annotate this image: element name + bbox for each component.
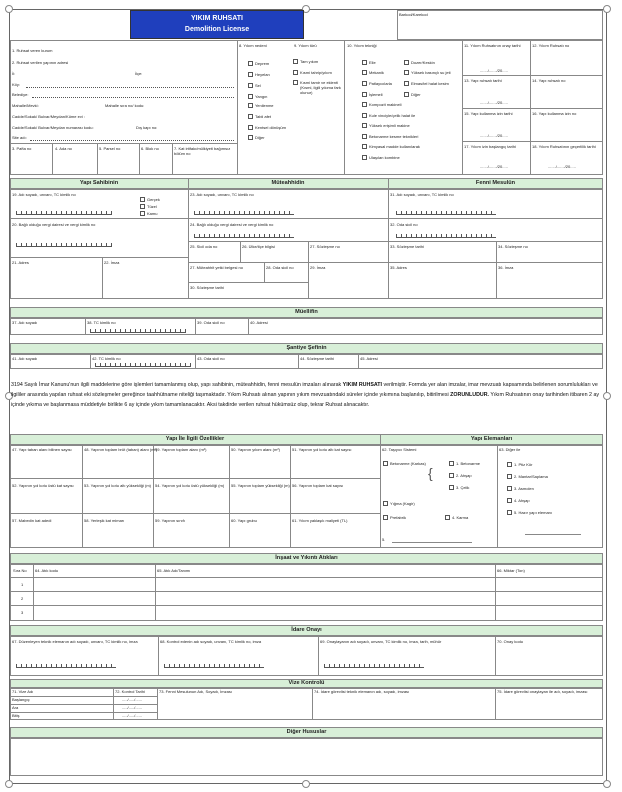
divider: [33, 564, 34, 621]
ozellik-49-label: 49. Yapının toplam alanı (m²): [155, 447, 207, 452]
ozellik-47-label: 47. Yapı taban alanı bilinen sayısı: [12, 447, 72, 452]
idare-duzenleyen-tc[interactable]: [16, 664, 116, 668]
divider: [82, 445, 83, 548]
mt-sicil-label: 25. Sicil oda no: [190, 244, 218, 249]
kullanma-izin-tarihi-label: 15. Yapı kullanma izin tarihi: [464, 111, 513, 116]
checkbox-islemeli[interactable]: [362, 92, 367, 97]
divider: [495, 688, 496, 720]
checkbox-yangin[interactable]: [248, 94, 253, 99]
mt-imza-label: 29. İmza: [310, 265, 326, 270]
belediye-field[interactable]: [32, 97, 234, 98]
ys-tc-field[interactable]: [16, 211, 112, 215]
vize-row-date[interactable]: ...../...../......: [122, 713, 143, 718]
opt-label: 3. Çelik: [456, 485, 470, 490]
checkbox-prefabrik[interactable]: [383, 515, 388, 520]
fm-sozlesme-no-label: 34. Sözleşme no: [498, 244, 528, 249]
checkbox-tabii-afet[interactable]: [248, 114, 253, 119]
opt-label: Betonarme kesme teknikleri: [369, 134, 419, 139]
divider: [10, 478, 380, 479]
other-field-2[interactable]: [525, 534, 581, 535]
mt-ulke-label: 26. Ülke/ilçe bilgisi: [242, 244, 275, 249]
cadde-label: Cadde/Sokak/ Bulvar/Meydan/Küme evi :: [12, 114, 85, 119]
checkbox-sub-betonarme[interactable]: [449, 461, 454, 466]
resize-handle-top-left[interactable]: [5, 5, 13, 13]
yapi-ruhsat-tarihi-field[interactable]: ......./......./20.....: [480, 100, 508, 105]
opt-label: Tam yıkım: [300, 59, 319, 64]
resize-handle-bottom[interactable]: [302, 780, 310, 788]
opt-label: Yüksek erişimli makine: [369, 123, 410, 128]
divider: [290, 445, 291, 548]
opt-label: Gerçek: [147, 197, 160, 202]
divider: [462, 108, 603, 109]
resize-handle-bottom-right[interactable]: [603, 780, 611, 788]
idare-onaylayan-label: 69. Onaylayanın adı soyadı, unvanı, TC kimlik no, imza, tarih, mühür: [320, 639, 442, 644]
divider: [380, 434, 381, 548]
kullanma-izin-tarihi-field[interactable]: ......./......./20.....: [480, 133, 508, 138]
ada-label: 4. Ada no: [55, 146, 72, 151]
divider: [497, 445, 498, 548]
checkbox-kule-vinci[interactable]: [362, 113, 367, 118]
checkbox-deprem[interactable]: [248, 61, 253, 66]
resize-handle-top-right[interactable]: [603, 5, 611, 13]
opt-label: Kimyasal madde kullanılarak: [369, 144, 420, 149]
vize-fenni-header: 73. Fenni Mesulunun Adı, Soyadı, İmzası: [159, 689, 232, 694]
idare-onay-kodu-label: 70. Onay kodu: [497, 639, 524, 644]
ozellik-heading: Yapı İle İlgili Özellikler: [165, 436, 225, 442]
idare-duzenleyen-label: 67. Düzenleyen teknik elemanın adı soyadı, unvanı, TC kimlik no, imza: [12, 639, 138, 644]
ruhsat-no-label: 12. Yıkım Ruhsatı no: [532, 43, 570, 48]
divider: [155, 564, 156, 621]
muteahhit-heading: Müteahhidin: [271, 180, 305, 186]
checkbox-yuksek-erisim[interactable]: [362, 123, 367, 128]
atik-sira-header: Sıra No: [13, 568, 27, 573]
yikim-nedeni-label: 8. Yıkım nedeni: [239, 43, 267, 48]
koy-field[interactable]: [26, 87, 234, 88]
fm-adres-label: 35. Adres: [390, 265, 407, 270]
checkbox-betonarme-karkas[interactable]: [383, 461, 388, 466]
opt-label: Kule vinciyle/çelik halat ile: [369, 113, 416, 118]
yikim-teknigi-label: 10. Yıkım tekniği: [347, 43, 377, 48]
divider: [318, 636, 319, 676]
opt-label: İşlemeli: [369, 92, 383, 97]
mahalle-label: Mahalle/Mevki:: [12, 103, 39, 108]
checkbox-ahsap-2[interactable]: [507, 498, 512, 503]
divider: [188, 262, 603, 263]
divider: [195, 318, 196, 335]
vize-adi-header: 71. Vize Adı: [12, 689, 34, 694]
mt-vergi-label: 24. Bağlı olduğu vergi dairesi ve vergi kimlik no: [190, 222, 274, 227]
mt-ad-label: 23. Adı soyadı, unvanı, TC kimlik no: [190, 192, 254, 197]
opt-label: 2. Ahşap: [456, 473, 472, 478]
opt-label: Elle: [369, 60, 376, 65]
pafta-label: 3. Pafta no: [12, 146, 32, 151]
onay-tarihi-label: 11. Yıkım Ruhsatının onay tarihi: [464, 43, 521, 48]
legal-statement: 3194 Sayılı İmar Kanunu'nun ilgili maddelerine göre işlemleri tamamlanmış olup, yapı sahibinin, müteahhidin, fenni mesulün imzaları alınarak YIKIM RUHSATI verilmiştir. Formda yer alan imzalar, imar mevzuatı kapsamında belirlenen sorumlulukları ve ilgililer arasında yapılan ruhsat eki sözleşmeler gereğince taahhütname niteliği taşımaktadır. Yıkım Ruhsatı alınan yapının yıkım mevzuatındaki süreler içinde yıkımına başlanılıp, bitirilmesi ZORUNLUDUR. Yıkım Ruhsatının onay tarihinden itibaren 2 ay içinde yıkıma ve başlanmasa müddetiyle birlikte 6 ay içinde yıkım tamamlanacaktır. Aksi takdirde verilen ruhsat hükümsüz olup, tekrar Ruhsat alınacaktır.: [11, 382, 600, 408]
ozellik-57-label: 57. Mabedin kat adedi: [12, 518, 52, 523]
gecerlilik-tarihi-label: 18. Yıkım Ruhsatının geçerlilik tarihi: [532, 144, 596, 149]
checkbox-ptiz[interactable]: [507, 462, 512, 467]
divider: [308, 241, 309, 299]
checkbox-diger-teknik[interactable]: [404, 92, 409, 97]
atik-row-number: 2: [21, 596, 24, 601]
divider: [312, 688, 313, 720]
opt-label: Kısmi tamir ve eklenti (Kısmi, ilgili yıkıma fark olunur): [300, 80, 341, 95]
yapi-ruhsat-no-label: 14. Yapı ruhsatı no: [532, 78, 566, 83]
opt-label: Tüzel: [147, 204, 157, 209]
mt-yetki-label: 27. Müteahhit yetki belgesi no: [190, 265, 243, 270]
ozellik-48-label: 48. Yapının toplam brüt (taban) alanı (m²): [84, 447, 158, 452]
divider: [462, 141, 603, 142]
mt-sozlesme-label: 27. Sözleşme no: [310, 244, 340, 249]
diger-box[interactable]: [10, 738, 603, 776]
ilce-label: İlçe:: [135, 71, 143, 76]
ozellik-53-label: 53. Yapının yol kotu altı yüksekliği (m): [84, 483, 151, 488]
divider: [298, 354, 299, 369]
opt-label: Yüksek basınçlı su jeti: [411, 70, 451, 75]
baslangic-tarihi-field[interactable]: ......./......./20.....: [480, 164, 508, 169]
santiye-tc-label: 42. TC kimlik no: [92, 356, 121, 361]
fm-sozlesme-tarihi-label: 33. Sözleşme tarihi: [390, 244, 425, 249]
resize-handle-bottom-left[interactable]: [5, 780, 13, 788]
ys-vergi-label: 20. Bağlı olduğu vergi dairesi ve vergi kimlik no: [12, 222, 96, 227]
divider: [10, 513, 380, 514]
gecerlilik-tarihi-field[interactable]: ......./......./20.....: [548, 164, 576, 169]
kullanma-izin-no-label: 16. Yapı kullanma izin no: [532, 111, 577, 116]
resize-handle-right[interactable]: [603, 392, 611, 400]
divider: [139, 143, 140, 175]
ozellik-50-label: 50. Yapının yıkım alanı (m²): [231, 447, 280, 452]
opt-label: Ulaşılan kombine: [369, 155, 400, 160]
atik-row-number: 3: [21, 610, 24, 615]
koy-label: Köy:: [12, 82, 21, 87]
fm-ad-label: 31. Adı soyadı, unvanı, TC kimlik no: [390, 192, 454, 197]
divider: [97, 143, 98, 175]
vize-row-label: Başlangıç: [12, 697, 30, 702]
checkbox-kismi[interactable]: [293, 70, 298, 75]
divider: [264, 262, 265, 282]
ys-vergi-field[interactable]: [16, 243, 112, 247]
opt-label: Betonarme (Karkas): [390, 461, 426, 466]
barcode-label: Barkod/Karekod: [399, 12, 428, 17]
checkbox-kismi-tamir[interactable]: [293, 80, 298, 85]
divider: [102, 257, 103, 299]
opt-label: Patlayıcılarla: [369, 81, 392, 86]
checkbox-elmas-tel[interactable]: [404, 81, 409, 86]
divider: [496, 241, 497, 299]
dis-kapi-label: Dış kapı no:: [136, 125, 158, 130]
other-number: 5.: [382, 537, 386, 542]
checkbox-kimyasal[interactable]: [362, 144, 367, 149]
checkbox-elle[interactable]: [362, 60, 367, 65]
atik-ad-header: 65. Atık Adı/Tanımı: [157, 568, 191, 573]
checkbox-sub-celik[interactable]: [449, 485, 454, 490]
diger-heading: Diğer Hususlar: [286, 729, 327, 735]
divider: [240, 241, 241, 262]
ozellik-58-label: 58. Yerleşik kat mimarı: [84, 518, 125, 523]
ozellik-55-label: 55. Yapının toplam yüksekliği (m): [231, 483, 290, 488]
divider: [358, 354, 359, 369]
belediye-label: Belediye:: [12, 92, 29, 97]
santiye-sozlesme-label: 44. Sözleşme tarihi: [300, 356, 335, 361]
divider: [462, 75, 603, 76]
checkbox-yenilenme[interactable]: [248, 103, 253, 108]
checkbox-tuzel[interactable]: [140, 204, 145, 209]
divider: [344, 40, 345, 175]
field-1-label: 1. Ruhsat veren kurum: [12, 48, 53, 53]
field-2-label: 2. Ruhsat verilen yapının adresi: [12, 60, 69, 65]
ozellik-61-label: 61. Yıkım yaklaşık maliyeti (TL): [292, 518, 348, 523]
opt-label: Dozer/Keskin: [411, 60, 435, 65]
divider: [153, 445, 154, 548]
opt-label: Sel: [255, 83, 261, 88]
elemanlar-heading: Yapı Elemanları: [470, 436, 513, 442]
ozellik-51-label: 51. Yapının yol kotu altı kat sayısı: [292, 447, 352, 452]
vize-row-date[interactable]: ...../...../......: [122, 705, 143, 710]
fm-oda-field[interactable]: [396, 234, 496, 238]
mt-tc-field[interactable]: [194, 211, 294, 215]
santiye-sicil-label: 43. Oda sicil no: [197, 356, 225, 361]
idare-kontrol-label: 68. Kontrol edenin adı soyadı, unvanı, TC kimlik no, imza: [160, 639, 262, 644]
opt-label: 2. Mantar/Saplama: [514, 474, 548, 479]
ozellik-52-label: 52. Yapının yol kotu üstü kat sayısı: [12, 483, 74, 488]
divider: [172, 143, 173, 175]
checkbox-hazir[interactable]: [507, 510, 512, 515]
other-field[interactable]: [392, 542, 472, 543]
divider: [195, 354, 196, 369]
diger-label: 63. Diğer ile: [499, 447, 521, 452]
mulellif-tc-label: 38. TC kimlik no: [87, 320, 116, 325]
opt-label: Heyelan: [255, 72, 270, 77]
opt-label: 1. Ptiz Kör: [514, 462, 533, 467]
opt-label: 1. Betonarme: [456, 461, 481, 466]
opt-label: 4. Ahşap: [514, 498, 530, 503]
checkbox-kompozit[interactable]: [362, 102, 367, 107]
mahalle-kodu-label: Mahalle sıra no/ kodu:: [105, 103, 145, 108]
tasiyici-sistem-label: 62. Taşıyıcı Sistemi: [382, 447, 417, 452]
divider: [10, 218, 603, 219]
divider: [157, 688, 158, 720]
mt-vergi-field[interactable]: [194, 234, 294, 238]
divider: [158, 636, 159, 676]
divider: [10, 591, 603, 592]
mulellif-heading: Müellifin: [295, 309, 318, 315]
divider: [237, 40, 238, 175]
vize-row-date[interactable]: ...../...../......: [122, 697, 143, 702]
opt-label: Elmas/tel halat kesim: [411, 81, 449, 86]
checkbox-mekanik[interactable]: [362, 70, 367, 75]
fm-tc-field[interactable]: [396, 211, 496, 215]
divider: [52, 143, 53, 175]
opt-label: Yığma (Kagir): [390, 501, 415, 506]
ozellik-grid: [10, 445, 603, 548]
santiye-ad-label: 41. Adı soyadı: [12, 356, 38, 361]
checkbox-tam-yikim[interactable]: [293, 59, 298, 64]
cadde-kodu-label: Cadde/Sokak/ Bulvar/Meydan numarası kodu:: [12, 125, 94, 130]
opt-label: 3. Asmolen: [514, 486, 534, 491]
divider: [229, 445, 230, 548]
atik-heading: İnşaat ve Yıkıntı Atıkları: [275, 555, 338, 561]
divider: [388, 178, 389, 299]
opt-label: Yangın: [255, 94, 268, 99]
yapi-sahibi-heading: Yapı Sahibinin: [79, 180, 119, 186]
mt-oda-label: 28. Oda sicil no: [266, 265, 294, 270]
checkbox-karma[interactable]: [445, 515, 450, 520]
opt-label: Diğer: [411, 92, 421, 97]
opt-label: Mekanik: [369, 70, 384, 75]
santiye-adres-label: 45. Adresi: [360, 356, 378, 361]
parsel-label: 5. Parsel no: [99, 146, 121, 151]
ozellik-60-label: 60. Yapı grubu: [231, 518, 257, 523]
ys-ad-label: 19. Adı soyadı, unvanı, TC kimlik no: [12, 192, 76, 197]
opt-label: Tabii afet: [255, 114, 272, 119]
checkbox-patlayici[interactable]: [362, 81, 367, 86]
opt-label: Kentsel dönüşüm: [255, 125, 286, 130]
vize-heading: Vize Kontrolü: [288, 680, 325, 686]
opt-label: 4. Karma: [452, 515, 469, 520]
divider: [248, 318, 249, 335]
vize-row-label: Bitiş: [12, 713, 20, 718]
site-adi-field[interactable]: [30, 140, 234, 141]
opt-label: Kamu: [147, 211, 158, 216]
divider: [188, 241, 603, 242]
checkbox-asmolen[interactable]: [507, 486, 512, 491]
atik-miktar-header: 66. Miktar (Ton): [497, 568, 525, 573]
mulellif-sicil-label: 39. Oda sicil no: [197, 320, 225, 325]
divider: [10, 577, 603, 578]
barcode-box: [397, 10, 603, 40]
vize-tarih-header: 72. Kontrol Tarihi: [115, 689, 145, 694]
checkbox-kombine[interactable]: [362, 155, 367, 160]
ozellik-54-label: 54. Yapının yol kotu üstü yüksekliği (m): [155, 483, 225, 488]
ozellik-56-label: 56. Yapının toplam kat sayısı: [292, 483, 344, 488]
onay-tarihi-field[interactable]: ......./......./20.....: [480, 68, 508, 73]
checkbox-sel[interactable]: [248, 83, 253, 88]
ys-adres-label: 21. Adres: [12, 260, 29, 265]
divider: [10, 257, 188, 258]
divider: [85, 318, 86, 335]
brace-icon: {: [428, 465, 433, 481]
divider: [188, 178, 189, 299]
opt-label: Prefabrik: [390, 515, 407, 520]
title-line-1: YIKIM RUHSATI: [191, 15, 243, 22]
divider: [10, 605, 603, 606]
checkbox-kentsel[interactable]: [248, 125, 253, 130]
vize-row-label: Ara: [12, 705, 19, 710]
checkbox-heyelan[interactable]: [248, 72, 253, 77]
mt-sozlesme-tarihi-label: 30. Sözleşme tarihi: [190, 285, 225, 290]
opt-label: Deprem: [255, 61, 270, 66]
title-line-2: Demolition License: [184, 26, 250, 33]
mulellif-tc-field[interactable]: [90, 329, 186, 333]
divider: [495, 564, 496, 621]
ys-imza-label: 22. İmza: [104, 260, 120, 265]
divider: [188, 282, 308, 283]
santiye-tc-field[interactable]: [95, 363, 191, 367]
bagimsiz-bolum-label: 7. Kat irtifakı/mülkiyeti bağımsız bölüm no: [174, 146, 231, 156]
checkbox-dozer[interactable]: [404, 60, 409, 65]
divider: [90, 354, 91, 369]
checkbox-kamu[interactable]: [140, 211, 145, 216]
idare-kontrol-tc[interactable]: [164, 664, 264, 668]
fm-imza-label: 36. İmza: [498, 265, 514, 270]
checkbox-yigma[interactable]: [383, 501, 388, 506]
atik-row-number: 1: [21, 582, 24, 587]
blok-label: 6. Blok no: [141, 146, 159, 151]
santiye-heading: Şantiye Şefinin: [286, 345, 327, 351]
atik-kod-header: 64. Atık kodu: [35, 568, 59, 573]
opt-label: Kompozit makineli: [369, 102, 402, 107]
checkbox-su-jeti[interactable]: [404, 70, 409, 75]
fm-oda-label: 32. Oda sicil no: [390, 222, 418, 227]
opt-label: 5. Hazır yapı elemanı: [514, 510, 553, 515]
mulellif-adres-label: 40. Adresi: [250, 320, 268, 325]
checkbox-sub-ahsap[interactable]: [449, 473, 454, 478]
checkbox-betonarme-kesme[interactable]: [362, 134, 367, 139]
divider: [10, 143, 237, 144]
yapi-ruhsat-tarihi-label: 13. Yapı ruhsatı tarihi: [464, 78, 502, 83]
vize-idare-header: 74. İdare görevlisi teknik elemanın adı, soyadı, imzası: [314, 689, 410, 694]
checkbox-gercek[interactable]: [140, 197, 145, 202]
ozellik-59-label: 59. Yapının sınıfı: [155, 518, 185, 523]
opt-label: Kısmi tahrip/yıkım: [300, 70, 332, 75]
idare-heading: İdare Onayı: [291, 627, 322, 633]
opt-label: Yenilenme: [255, 103, 274, 108]
divider: [495, 636, 496, 676]
mulellif-ad-label: 37. Adı soyadı: [12, 320, 38, 325]
il-label: İl:: [12, 71, 16, 76]
checkbox-mantar[interactable]: [507, 474, 512, 479]
fenni-mesul-heading: Fenni Mesulün: [475, 180, 516, 186]
checkbox-diger[interactable]: [248, 135, 253, 140]
idare-onaylayan-tc[interactable]: [324, 664, 424, 668]
opt-label: Diğer: [255, 135, 265, 140]
baslangic-tarihi-label: 17. Yıkım izin başlangıç tarihi: [464, 144, 516, 149]
site-adi-label: Site adı:: [12, 135, 27, 140]
form-title: [130, 10, 304, 39]
yikim-turu-label: 9. Yıkım türü: [294, 43, 317, 48]
vize-onay-header: 75. İdare görevlisi onaylayan ile adı, soyadı, imzası: [497, 689, 588, 694]
